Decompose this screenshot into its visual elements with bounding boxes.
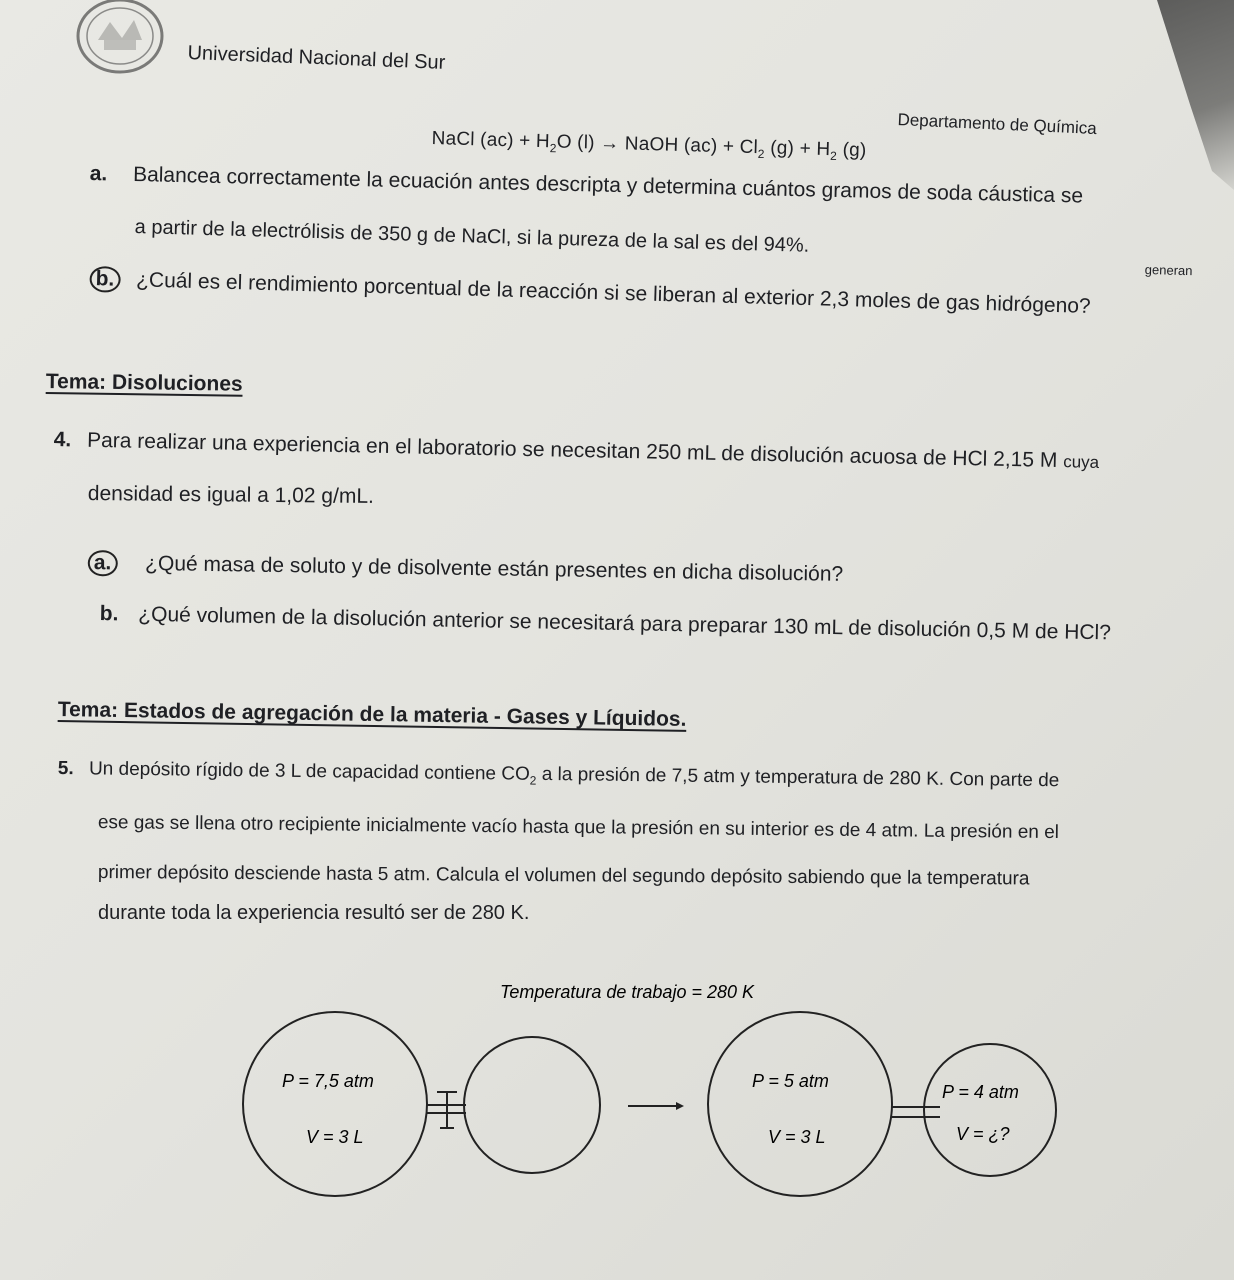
- connector-pipe: [892, 1107, 940, 1117]
- tank-second-pressure: P = 4 atm: [942, 1082, 1019, 1102]
- q5-text-1-pre: Un depósito rígido de 3 L de capacidad contiene CO: [88, 758, 530, 785]
- q4a-text: ¿Qué masa de soluto y de disolvente están presentes en dicha disolución?: [144, 551, 844, 586]
- q3a-tail: generan: [1144, 262, 1193, 279]
- q4-text-1-tail: cuya: [1062, 452, 1100, 472]
- arrow-right-icon: [628, 1102, 684, 1110]
- q3b-text: ¿Cuál es el rendimiento porcentual de la reacción si se liberan al exterior 2,3 moles de gas hidrógeno?: [135, 268, 1091, 318]
- section-title-gases: Tema: Estados de agregación de la materia - Gases y Líquidos.: [57, 698, 687, 731]
- equation-mid-2: (g) + H: [764, 137, 831, 161]
- q5-text-1-sub: 2: [529, 773, 537, 788]
- equation-sub-1: 2: [549, 141, 557, 156]
- equation-sub-2: 2: [757, 146, 765, 162]
- tank-final: [708, 1012, 892, 1196]
- tank-initial: [243, 1012, 427, 1196]
- q5-line-4: durante toda la experiencia resultó ser de 280 K.: [98, 902, 530, 924]
- gas-tanks-diagram: [0, 960, 1234, 1220]
- q4a-label: a.: [88, 550, 118, 576]
- q5-number: 5.: [57, 758, 74, 780]
- valve-icon: [426, 1092, 466, 1128]
- tank-initial-pressure: P = 7,5 atm: [282, 1071, 374, 1091]
- q3a-label: a.: [89, 162, 108, 186]
- q3b-label: b.: [89, 266, 120, 293]
- tank-final-pressure: P = 5 atm: [752, 1071, 829, 1091]
- equation-sub-3: 2: [829, 148, 838, 164]
- q5-line-2: ese gas se llena otro recipiente inicialmente vacío hasta que la presión en su interior es de 4 atm. La presión en el: [97, 812, 1060, 844]
- equation-rhs: (g): [836, 139, 867, 162]
- tank-second: [924, 1044, 1056, 1176]
- equation-lhs: NaCl (ac) + H: [431, 128, 551, 153]
- tank-initial-volume: V = 3 L: [306, 1127, 364, 1147]
- q4-number: 4.: [53, 428, 72, 452]
- q4b-text: ¿Qué volumen de la disolución anterior se necesitará para preparar 130 mL de disolución 0,5 M de HCl?: [138, 602, 1112, 645]
- tank-final-volume: V = 3 L: [768, 1127, 826, 1147]
- department-name: Departamento de Química: [897, 110, 1098, 139]
- q5-line-3: primer depósito desciende hasta 5 atm. Calcula el volumen del segundo depósito sabiendo que la temperatura: [97, 862, 1030, 890]
- q4-line-2: densidad es igual a 1,02 g/mL.: [87, 482, 375, 508]
- q4b-label: b.: [99, 602, 119, 626]
- section-title-disoluciones: Tema: Disoluciones: [45, 370, 243, 396]
- diagram-title: Temperatura de trabajo = 280 K: [500, 982, 755, 1002]
- university-seal-icon: [70, 0, 170, 82]
- equation-mid: O (l) → NaOH (ac) + Cl: [556, 131, 759, 159]
- tank-empty: [464, 1037, 600, 1173]
- q4-text-1: Para realizar una experiencia en el laboratorio se necesitan 250 mL de disolución acuosa de HCl 2,15 M: [86, 428, 1058, 473]
- q3a-line-2: a partir de la electrólisis de 350 g de NaCl, si la pureza de la sal es del 94%.: [134, 216, 810, 257]
- q3a-text-1: Balancea correctamente la ecuación antes descripta y determina cuántos gramos de soda cáustica se: [132, 162, 1084, 208]
- tank-second-volume: V = ¿?: [956, 1124, 1010, 1144]
- q5-text-1-post: a la presión de 7,5 atm y temperatura de 280 K. Con parte de: [536, 763, 1060, 792]
- university-name: Universidad Nacional del Sur: [187, 42, 446, 74]
